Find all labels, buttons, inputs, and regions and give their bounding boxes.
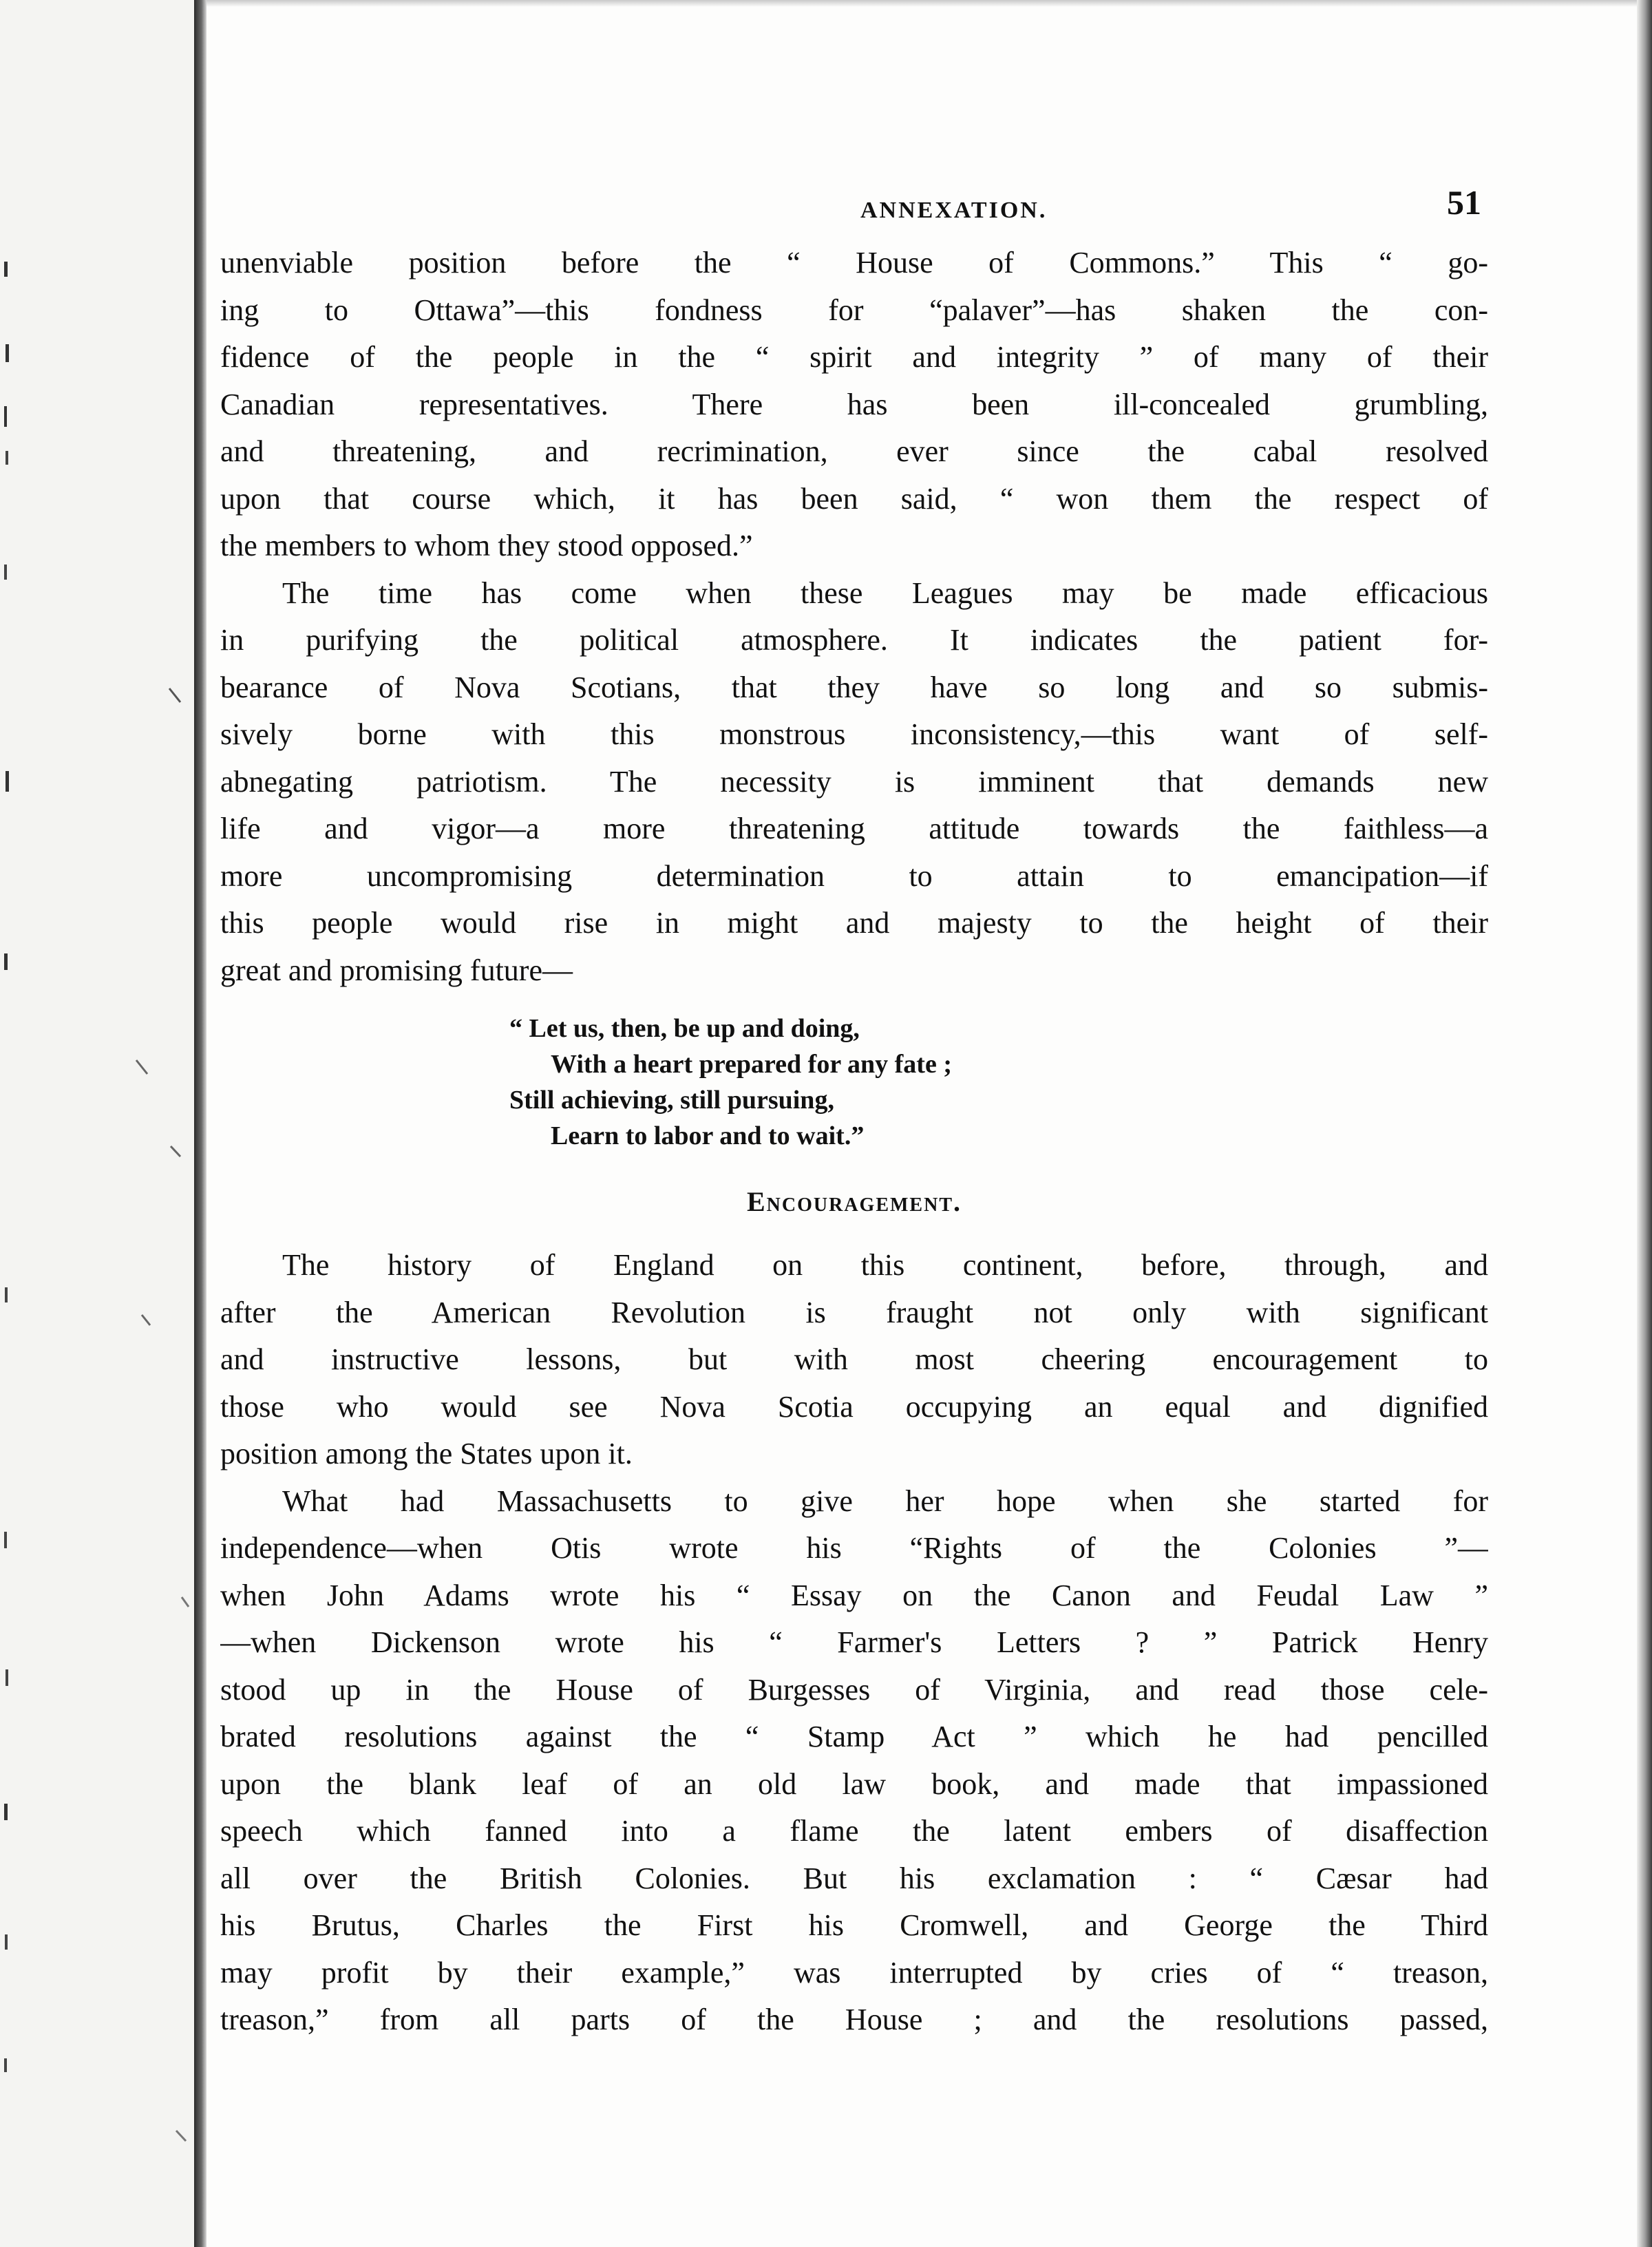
text-line: after the American Revolution is fraught not only with significant [220,1295,1488,1329]
paragraph-3 [220,1242,1488,1478]
text-line: ing to Ottawa”—this fondness for “palaver”—has shaken the con- [220,293,1488,327]
text-line: fidence of the people in the “ spirit and integrity ” of many of their [220,340,1488,374]
text-line: speech which fanned into a flame the latent embers of disaffection [220,1814,1488,1848]
paragraph-1 [220,240,1488,570]
facing-page-marks [0,0,194,2247]
running-head [220,179,1488,240]
verse-line: Still achieving, still pursuing, [509,1086,834,1115]
text-line: bearance of Nova Scotians, that they have so long and so submis- [220,670,1488,704]
text-line: life and vigor—a more threatening attitude towards the faithless—a [220,812,1488,845]
text-line: The time has come when these Leagues may be made efficacious [282,576,1488,610]
running-title: ANNEXATION. [860,198,1048,223]
text-line: those who would see Nova Scotia occupying an equal and dignified [220,1389,1488,1424]
text-line: Canadian representatives. There has been ill-concealed grumbling, [220,387,1488,421]
text-line: treason,” from all parts of the House ; and the resolutions passed, [220,2003,1488,2036]
text-line: independence—when Otis wrote his “Rights of the Colonies ”— [220,1531,1488,1565]
text-line: and threatening, and recrimination, ever since the cabal resolved [220,434,1488,468]
text-line: The history of England on this continent, before, through, and [282,1248,1488,1282]
text-line: and instructive lessons, but with most cheering encouragement to [220,1342,1488,1376]
text-line: in purifying the political atmosphere. It indicates the patient for- [220,623,1488,657]
page-top-edge [206,0,1652,7]
text-line: —when Dickenson wrote his “ Farmer's Letters ? ” Patrick Henry [220,1625,1488,1659]
text-line: more uncompromising determination to attain to emancipation—if [220,858,1488,893]
text-line: all over the British Colonies. But his exclamation : “ Cæsar had [220,1861,1488,1895]
page-number: 51 [1447,183,1481,222]
text-line: this people would rise in might and majesty to the height of their [220,906,1488,940]
text-line: may profit by their example,” was interrupted by cries of “ treason, [220,1955,1488,1990]
text-line: unenviable position before the “ House of Commons.” This “ go- [220,246,1488,279]
text-line: stood up in the House of Burgesses of Virginia, and read those cele- [220,1672,1488,1707]
paragraph-2 [220,570,1488,995]
page-text [220,179,1488,2044]
text-line: upon the blank leaf of an old law book, and made that impassioned [220,1766,1488,1801]
page-right-edge [1637,0,1652,2247]
text-line: the members to whom they stood opposed.” [220,529,753,562]
facing-page-edge [0,0,194,2247]
text-line: sively borne with this monstrous inconsistency,—this want of self- [220,717,1488,751]
text-line: brated resolutions against the “ Stamp Act ” which he had pencilled [220,1720,1488,1753]
section-heading: Encouragement. [746,1186,962,1217]
text-line: abnegating patriotism. The necessity is imminent that demands new [220,764,1488,799]
text-line: great and promising future— [220,953,573,987]
verse-line: Learn to labor and to wait.” [551,1121,865,1150]
verse-line: “ Let us, then, be up and doing, [509,1014,860,1043]
paragraph-4 [220,1478,1488,2044]
text-line: position among the States upon it. [220,1437,633,1470]
text-line: upon that course which, it has been said, “ won them the respect of [220,481,1488,516]
text-line: What had Massachusetts to give her hope when she started for [282,1484,1488,1518]
verse-line: With a heart prepared for any fate ; [551,1050,952,1079]
text-line: when John Adams wrote his “ Essay on the Canon and Feudal Law ” [220,1578,1488,1612]
text-line: his Brutus, Charles the First his Cromwell, and George the Third [220,1908,1488,1942]
verse-quotation [220,1011,1488,1154]
book-gutter [194,0,206,2247]
